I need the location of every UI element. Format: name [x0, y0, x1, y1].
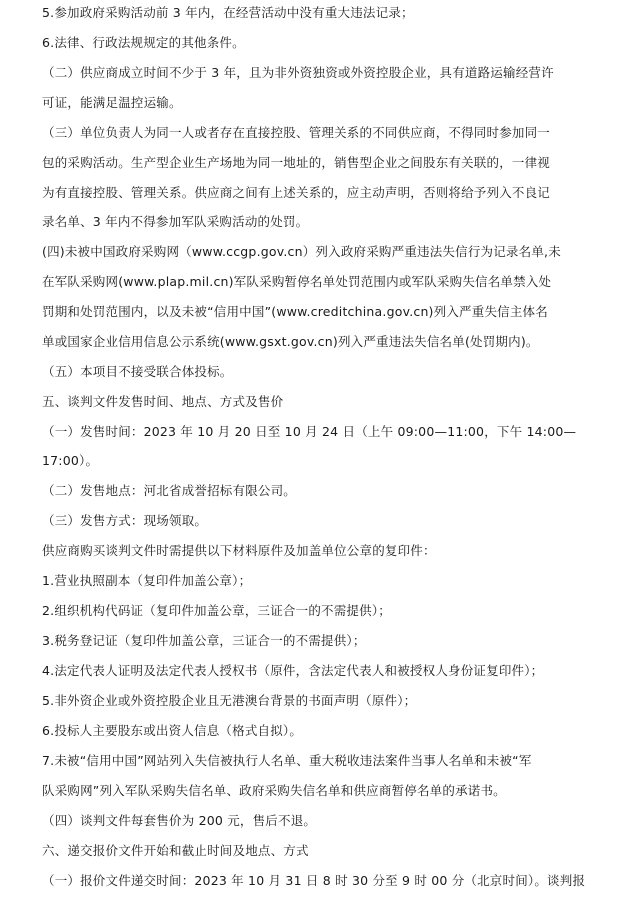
text-line: 17:00）。	[42, 453, 99, 468]
list-item: 5.非外资企业或外资控股企业且无港澳台背景的书面声明（原件）；	[42, 693, 417, 708]
section-heading: 五、谈判文件发售时间、地点、方式及售价	[42, 394, 284, 409]
list-item: 1.营业执照副本（复印件加盖公章）；	[42, 573, 252, 588]
text-line: (四)未被中国政府采购网（www.ccgp.gov.cn）列入政府采购严重违法失信行为记录名单,未	[42, 244, 561, 259]
text-line: 包的采购活动。生产型企业生产场地为同一地址的，销售型企业之间股东有关联的，一律视	[42, 155, 551, 170]
text-line: 5.参加政府采购活动前 3 年内，在经营活动中没有重大违法记录；	[42, 5, 414, 20]
text-line: （三）单位负责人为同一人或者存在直接控股、管理关系的不同供应商，不得同时参加同一	[42, 125, 551, 140]
text-line: （一）报价文件递交时间：2023 年 10 月 31 日 8 时 30 分至 9 时 00 分（北京时间）。谈判报	[42, 873, 586, 888]
list-item: 7.未被“信用中国”网站列入失信被执行人名单、重大税收违法案件当事人名单和未被“军	[42, 753, 532, 768]
list-item: 6.投标人主要股东或出资人信息（格式自拟）。	[42, 723, 303, 738]
list-item: 3.税务登记证（复印件加盖公章，三证合一的不需提供）；	[42, 633, 366, 648]
text-line: 在军队采购网(www.plap.mil.cn)军队采购暂停名单处罚范围内或军队采购失信名单禁入处	[42, 274, 552, 289]
text-line: 单或国家企业信用信息公示系统(www.gsxt.gov.cn)列入严重违法失信名单(处罚期内)。	[42, 334, 539, 349]
text-line: （三）发售方式：现场领取。	[42, 513, 208, 528]
text-line: 罚期和处罚范围内，以及未被“信用中国”(www.creditchina.gov.cn)列入严重失信主体名	[42, 304, 548, 319]
text-line: 为有直接控股、管理关系。供应商之间有上述关系的，应主动声明，否则将给予列入不良记	[42, 185, 551, 200]
text-line: （二）供应商成立时间不少于 3 年，且为非外资独资或外资控股企业，具有道路运输经营许	[42, 65, 554, 80]
text-line: 6.法律、行政法规规定的其他条件。	[42, 35, 245, 50]
text-line: 录名单、3 年内不得参加军队采购活动的处罚。	[42, 214, 309, 229]
text-line: （二）发售地点：河北省成誉招标有限公司。	[42, 483, 297, 498]
text-line: （四）谈判文件每套售价为 200 元，售后不退。	[42, 813, 317, 828]
text-line: 队采购网”列入军队采购失信名单、政府采购失信名单和供应商暂停名单的承诺书。	[42, 783, 506, 798]
section-heading: 六、递交报价文件开始和截止时间及地点、方式	[42, 843, 309, 858]
list-item: 4.法定代表人证明及法定代表人授权书（原件，含法定代表人和被授权人身份证复印件）；	[42, 663, 544, 678]
text-line: 供应商购买谈判文件时需提供以下材料原件及加盖单位公章的复印件：	[42, 543, 436, 558]
list-item: 2.组织机构代码证（复印件加盖公章，三证合一的不需提供）；	[42, 603, 391, 618]
text-line: （五）本项目不接受联合体投标。	[42, 364, 233, 379]
text-line: （一）发售时间：2023 年 10 月 20 日至 10 月 24 日（上午 09:00—11:00，下午 14:00—	[42, 424, 577, 439]
text-line: 可证，能满足温控运输。	[42, 95, 182, 110]
